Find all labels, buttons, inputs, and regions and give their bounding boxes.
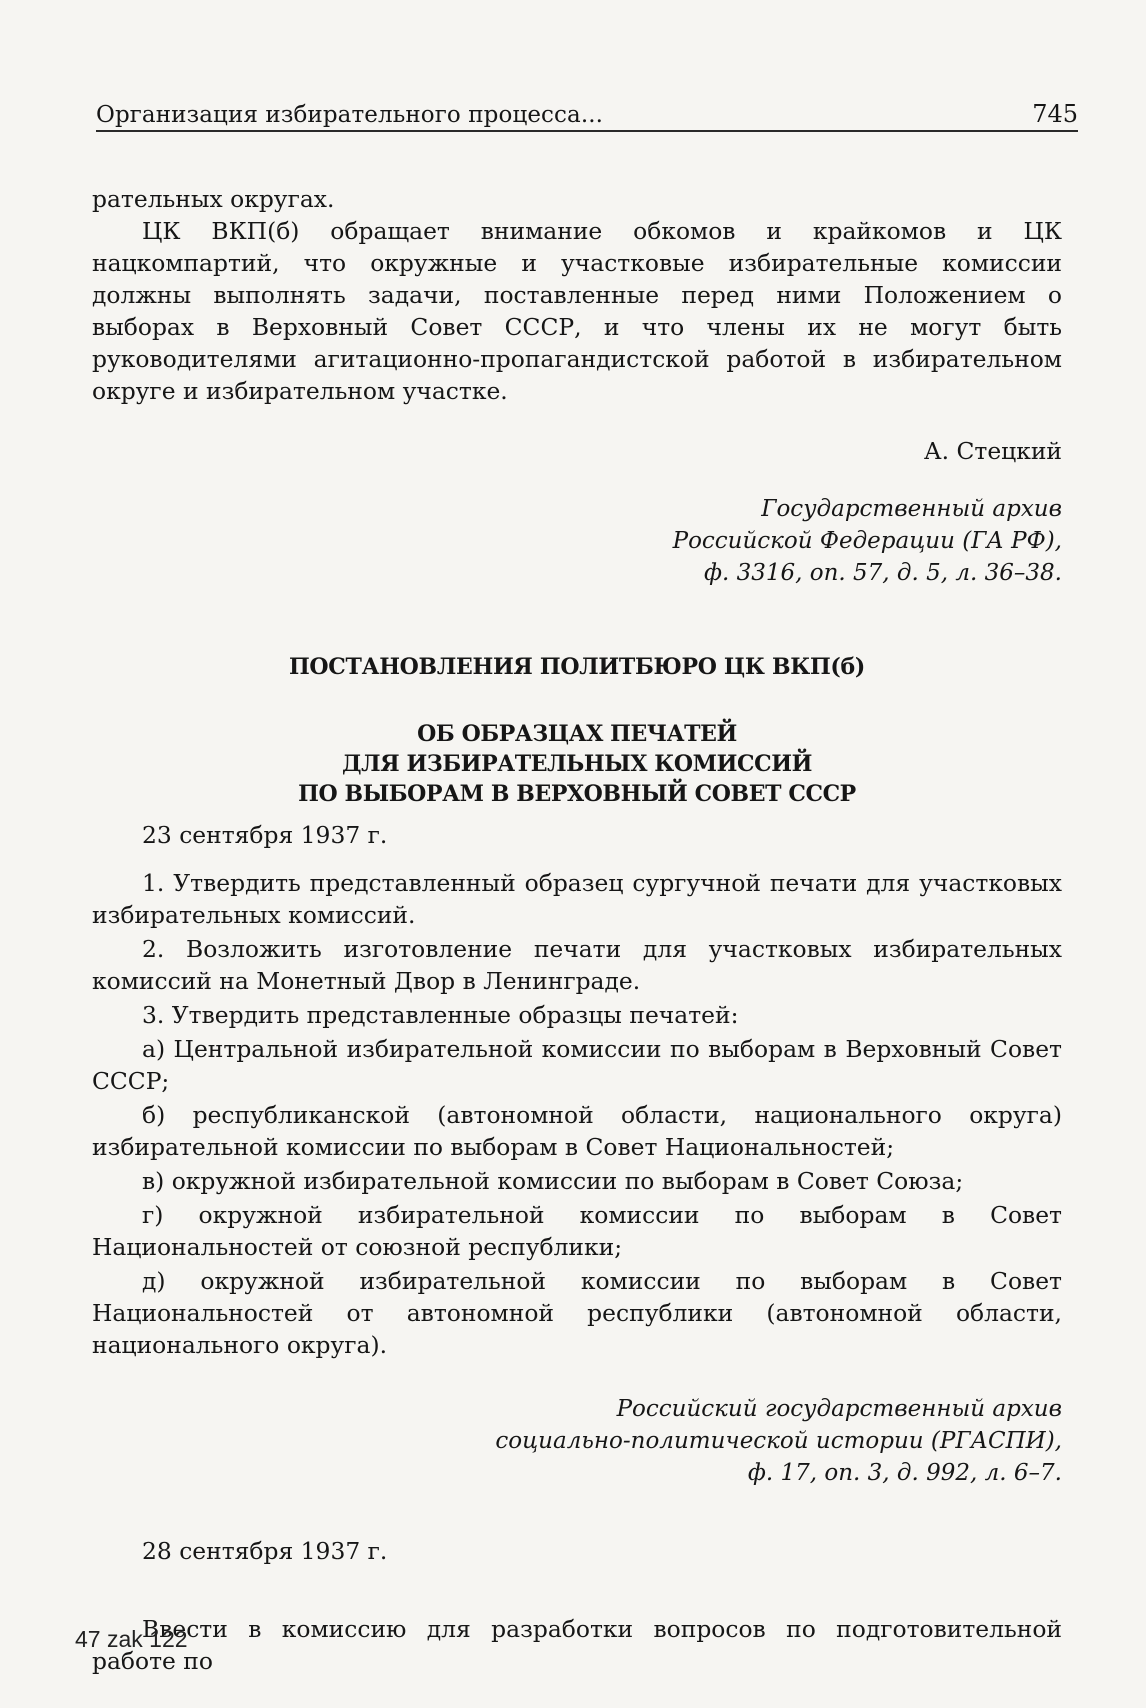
running-title: Организация избирательного процесса...	[96, 102, 604, 128]
resolution-item: д) окружной избирательной комиссии по выборам в Совет Национальностей от автономной республики (автономной области, национального округа).	[92, 1267, 1062, 1359]
archive-reference	[92, 1393, 1062, 1489]
resolution-item: 2. Возложить изготовление печати для участковых избирательных комиссий на Монетный Двор в Ленинграде.	[92, 935, 1062, 995]
archive-line: Государственный архив	[761, 496, 1062, 522]
archive-line: ф. 3316, оп. 57, д. 5, л. 36–38.	[703, 560, 1062, 586]
archive-line: Российской Федерации (ГА РФ),	[672, 528, 1062, 554]
archive-reference	[92, 493, 1062, 589]
archive-line: Российский государственный архив	[616, 1396, 1062, 1422]
title-line: ПО ВЫБОРАМ В ВЕРХОВНЫЙ СОВЕТ СССР	[298, 781, 856, 807]
page-number: 745	[1032, 100, 1078, 128]
resolution-item: в) окружной избирательной комиссии по выборам в Совет Союза;	[142, 1167, 964, 1195]
paragraph: ЦК ВКП(б) обращает внимание обкомов и крайкомов и ЦК нацкомпартий, что окружные и участковые избирательные комиссии должны выполнять задачи, поставленные перед ними Положением о выборах в Верховный Совет СССР, и что члены их не могут быть руководителями агитационно-пропагандистской работой в избирательном округе и избирательном участке.	[92, 217, 1062, 405]
document-date: 23 сентября 1937 г.	[142, 821, 388, 849]
page-content	[92, 183, 1062, 1677]
resolution-item: б) республиканской (автономной области, национального округа) избирательной комиссии по выборам в Совет Национальностей;	[92, 1101, 1062, 1161]
archive-line: ф. 17, оп. 3, д. 992, л. 6–7.	[747, 1460, 1062, 1486]
document-date: 28 сентября 1937 г.	[142, 1537, 388, 1565]
page-header	[96, 96, 1078, 132]
archive-line: социально-политической истории (РГАСПИ),	[495, 1428, 1062, 1454]
printer-signature: 47 zak 122	[75, 1626, 188, 1652]
resolution-item: 3. Утвердить представленные образцы печатей:	[142, 1001, 739, 1029]
continuation-line: рательных округах.	[92, 185, 335, 213]
resolution-item: а) Центральной избирательной комиссии по выборам в Верховный Совет СССР;	[92, 1035, 1062, 1095]
title-line: ОБ ОБРАЗЦАХ ПЕЧАТЕЙ	[417, 721, 737, 747]
section-heading: ПОСТАНОВЛЕНИЯ ПОЛИТБЮРО ЦК ВКП(б)	[288, 654, 866, 680]
resolution-item: г) окружной избирательной комиссии по выборам в Совет Национальностей от союзной республики;	[92, 1201, 1062, 1261]
document-title	[92, 719, 1062, 809]
resolution-item: 1. Утвердить представленный образец сургучной печати для участковых избирательных комиссий.	[92, 869, 1062, 929]
signature: А. Стецкий	[923, 437, 1062, 465]
paragraph: Ввести в комиссию для разработки вопросов по подготовительной работе по	[92, 1615, 1062, 1675]
title-line: ДЛЯ ИЗБИРАТЕЛЬНЫХ КОМИССИЙ	[342, 751, 812, 777]
resolution-items	[92, 867, 1062, 1361]
